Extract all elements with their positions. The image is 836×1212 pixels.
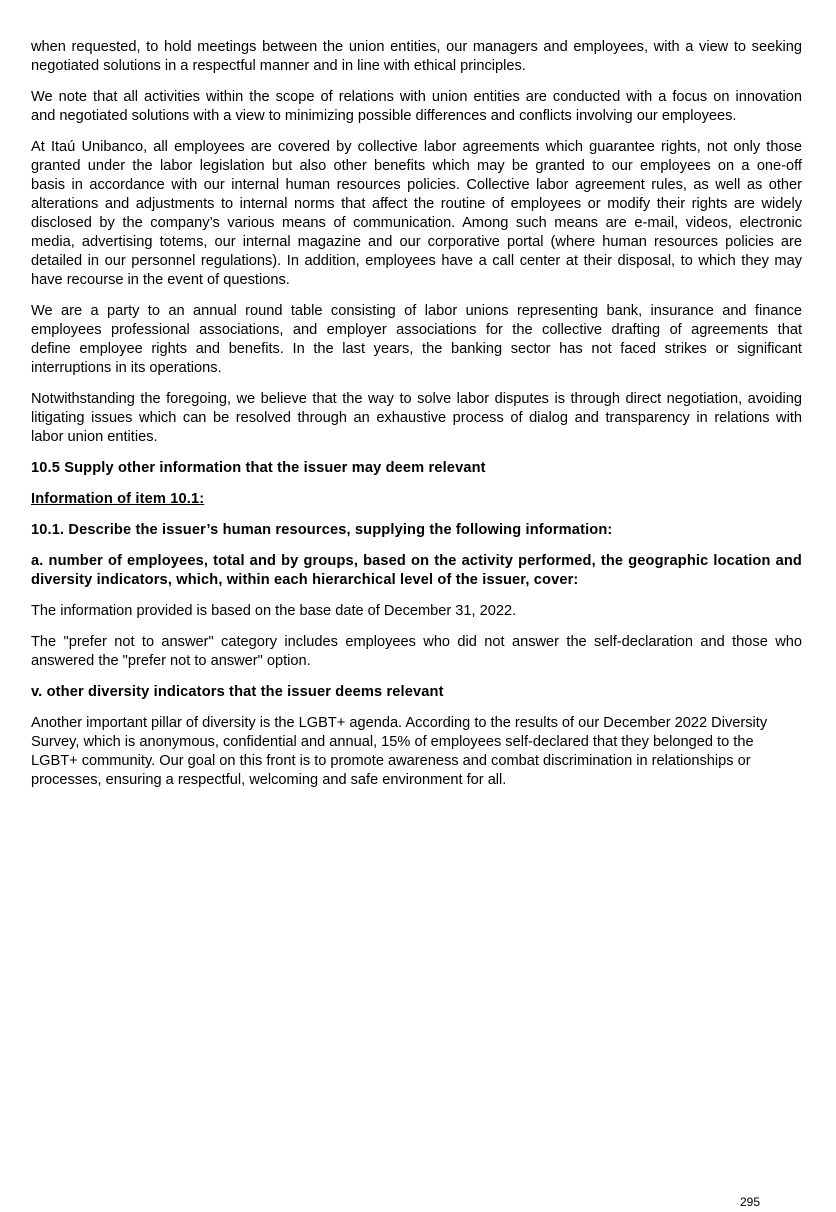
paragraph [31, 302, 802, 378]
text-line: Survey, which is anonymous, confidential and annual, 15% of employees self-declared that they belonged to the [31, 734, 754, 750]
paragraph [31, 602, 802, 621]
paragraph [31, 38, 802, 76]
text-line: We are a party to an annual round table consisting of labor unions representing bank, insurance and finance [31, 303, 802, 319]
text-line: labor union entities. [31, 429, 158, 445]
section-heading [31, 459, 802, 478]
text-line: Another important pillar of diversity is the LGBT+ agenda. According to the results of our December 2022 Diversity [31, 715, 768, 731]
paragraph [31, 390, 802, 447]
text-line: have recourse in the event of questions. [31, 272, 290, 288]
section-heading [31, 683, 802, 702]
paragraph [31, 138, 802, 290]
paragraph [31, 714, 802, 790]
text-line: media, advertising totems, our internal magazine and our corporative portal (where human resources policies are [31, 234, 802, 250]
paragraph [31, 88, 802, 126]
page-number: 295 [740, 1195, 761, 1209]
text-line: processes, ensuring a respectful, welcoming and safe environment for all. [31, 772, 507, 788]
text-line: a. number of employees, total and by groups, based on the activity performed, the geographic location and [31, 553, 802, 569]
text-line: Information of item 10.1: [31, 491, 205, 507]
text-line: The "prefer not to answer" category includes employees who did not answer the self-declaration and those who [31, 634, 802, 650]
text-line: We note that all activities within the scope of relations with union entities are conducted with a focus on innovation [31, 89, 802, 105]
text-line: alterations and adjustments to internal norms that affect the routine of employees or modify their rights are widely [31, 196, 802, 212]
text-line: detailed in our personnel regulations). In addition, employees have a call center at their disposal, to which they may [31, 253, 802, 269]
section-heading [31, 552, 802, 590]
section-heading [31, 521, 802, 540]
text-line: answered the "prefer not to answer" option. [31, 653, 311, 669]
text-line: LGBT+ community. Our goal on this front is to promote awareness and combat discrimination in relationships or [31, 753, 751, 769]
paragraph [31, 633, 802, 671]
text-line: interruptions in its operations. [31, 360, 222, 376]
section-heading [31, 490, 802, 509]
text-line: v. other diversity indicators that the issuer deems relevant [31, 684, 444, 700]
text-line: employees professional associations, and employer associations for the collective drafting of agreements that [31, 322, 802, 338]
text-line: granted under the labor legislation but also other benefits which may be granted to our employees on a one-off [31, 158, 802, 174]
text-line: The information provided is based on the base date of December 31, 2022. [31, 603, 517, 619]
text-line: At Itaú Unibanco, all employees are covered by collective labor agreements which guarantee rights, not only those [31, 139, 802, 155]
text-line: 10.5 Supply other information that the issuer may deem relevant [31, 460, 486, 476]
text-line: when requested, to hold meetings between the union entities, our managers and employees, with a view to seeking [31, 39, 802, 55]
text-line: Notwithstanding the foregoing, we believe that the way to solve labor disputes is through direct negotiation, avoiding [31, 391, 802, 407]
text-line: litigating issues which can be resolved through an exhaustive process of dialog and transparency in relations with [31, 410, 802, 426]
text-line: negotiated solutions in a respectful manner and in line with ethical principles. [31, 58, 526, 74]
text-line: define employee rights and benefits. In the last years, the banking sector has not faced strikes or significant [31, 341, 802, 357]
text-line: basis in accordance with our internal human resources policies. Collective labor agreement rules, as well as other [31, 177, 802, 193]
text-line: 10.1. Describe the issuer’s human resources, supplying the following information: [31, 522, 613, 538]
document-body [31, 38, 802, 802]
text-line: disclosed by the company’s various means of communication. Among such means are e-mail, videos, electronic [31, 215, 802, 231]
text-line: and negotiated solutions with a view to minimizing possible differences and conflicts involving our employees. [31, 108, 737, 124]
text-line: diversity indicators, which, within each hierarchical level of the issuer, cover: [31, 572, 579, 588]
